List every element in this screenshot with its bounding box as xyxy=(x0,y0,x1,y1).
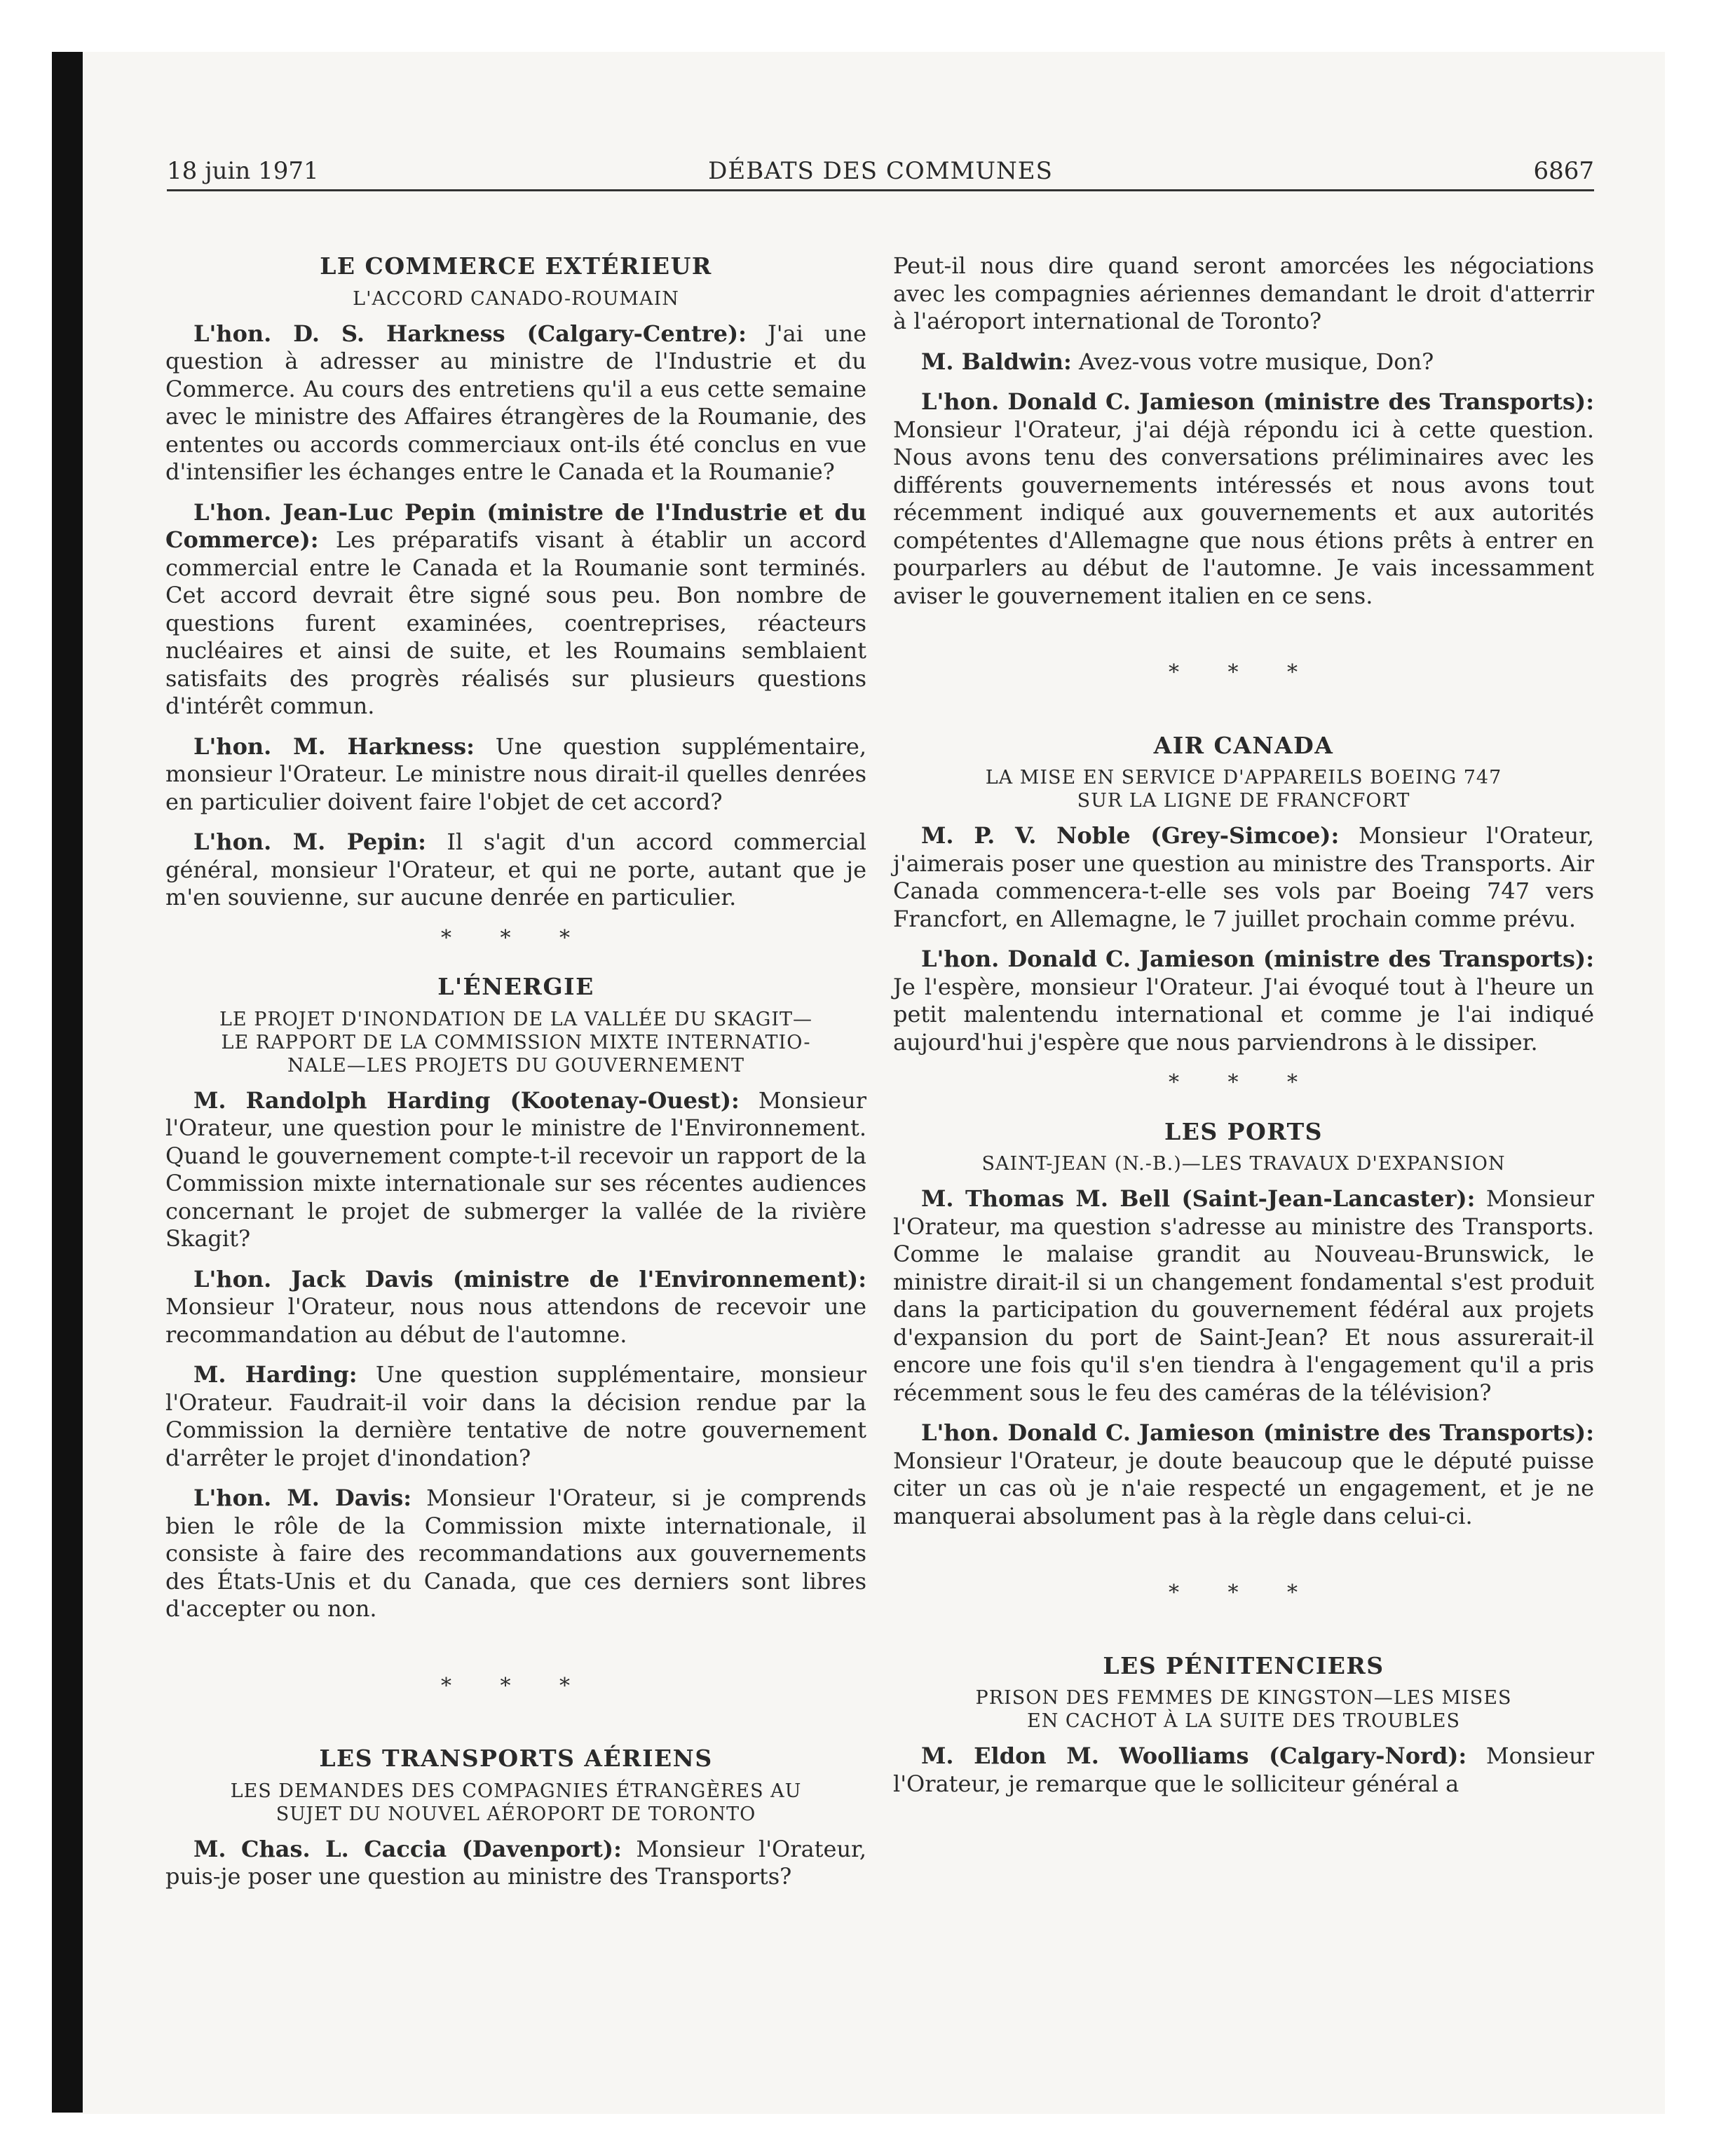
section-title-ports: LES PORTS xyxy=(1164,1117,1323,1145)
speech: Une question supplémentaire, monsieur l'Orateur. Le ministre nous dirait-il quelles denrées en particulier doivent faire l'objet de cet accord? xyxy=(165,732,866,815)
speaker: L'hon. Donald C. Jamieson (ministre des Transports): xyxy=(921,1419,1594,1446)
scan-binding-edge xyxy=(52,52,83,2113)
speaker: L'hon. M. Pepin: xyxy=(193,828,426,855)
speech: J'ai une question à adresser au ministre de l'Industrie et du Commerce. Au cours des entretiens qu'il a eus cette semaine avec le ministre des Affaires étrangères de la Roumanie, des ententes ou accords commerciaux ont-ils été conclus en vue d'intensifier les échanges entre le Canada et la Roumanie? xyxy=(165,320,866,485)
section-separator: * * * xyxy=(1168,1070,1319,1095)
speaker: L'hon. Donald C. Jamieson (ministre des Transports): xyxy=(921,388,1594,415)
speech: Monsieur l'Orateur, j'aimerais poser une question au ministre des Transports. Air Canada commencera-t-elle ses vols par Boeing 747 vers Francfort, en Allemagne, le 7 juillet prochain comme prévu. xyxy=(893,822,1594,932)
speaker: L'hon. Jack Davis (ministre de l'Environnement): xyxy=(193,1265,866,1292)
speech: Monsieur l'Orateur, nous nous attendons de recevoir une recommandation au début de l'automne. xyxy=(165,1293,866,1348)
speech: Une question supplémentaire, monsieur l'Orateur. Faudrait-il voir dans la décision rendue par la Commission la dernière tentative de notre gouvernement d'arrêter le projet d'inondation? xyxy=(165,1361,867,1471)
section-separator: * * * xyxy=(440,1673,592,1698)
paragraph xyxy=(165,1836,866,1891)
paragraph xyxy=(893,946,1594,1056)
speech: Monsieur l'Orateur, une question pour le ministre de l'Environnement. Quand le gouvernement compte-t-il recevoir un rapport de la Commission mixte internationale sur ses récentes audiences concernant le projet de submerger la vallée de la rivière Skagit? xyxy=(165,1086,867,1252)
subtitle-boeing-747: LA MISE EN SERVICE D'APPAREILS BOEING 747 SUR LA LIGNE DE FRANCFORT xyxy=(985,767,1502,812)
paragraph xyxy=(165,1361,866,1472)
section-title-air-canada: AIR CANADA xyxy=(1153,731,1334,759)
speech: Peut-il nous dire quand seront amorcées les négociations avec les compagnies aériennes demandant le droit d'atterrir à l'aéroport international de Toronto? xyxy=(893,252,1594,334)
paragraph xyxy=(165,733,866,817)
paragraph xyxy=(893,1742,1594,1798)
subtitle-skagit: LE PROJET D'INONDATION DE LA VALLÉE DU SKAGIT— LE RAPPORT DE LA COMMISSION MIXTE INTERNATIO- NALE—LES PROJETS DU GOUVERNEMENT xyxy=(219,1008,813,1077)
section-separator: * * * xyxy=(1168,660,1319,685)
right-column xyxy=(893,252,1594,1810)
paragraph xyxy=(893,348,1594,376)
paragraph xyxy=(893,1419,1594,1530)
paragraph xyxy=(165,828,866,912)
paragraph-continued xyxy=(893,252,1594,336)
section-title-transports-aeriens: LES TRANSPORTS AÉRIENS xyxy=(319,1745,713,1772)
speaker: L'hon. M. Davis: xyxy=(193,1485,412,1511)
speaker: L'hon. D. S. Harkness (Calgary-Centre): xyxy=(193,320,747,347)
paragraph xyxy=(893,1185,1594,1407)
speech: Monsieur l'Orateur, je doute beaucoup que le député puisse citer un cas où je n'aie respecté un engagement, et je ne manquerai absolument pas à la règle dans celui-ci. xyxy=(893,1447,1594,1529)
subtitle-saint-jean: SAINT-JEAN (N.-B.)—LES TRAVAUX D'EXPANSION xyxy=(981,1153,1506,1175)
speech: Il s'agit d'un accord commercial général, monsieur l'Orateur, et qui ne porte, autant que je m'en souvienne, sur aucune denrée en particulier. xyxy=(165,828,867,910)
header-title: DÉBATS DES COMMUNES xyxy=(708,157,1053,185)
speaker: M. P. V. Noble (Grey-Simcoe): xyxy=(921,822,1340,849)
speaker: M. Eldon M. Woolliams (Calgary-Nord): xyxy=(921,1742,1467,1769)
paragraph xyxy=(165,499,866,721)
page-number: 6867 xyxy=(1533,157,1594,185)
speaker: L'hon. Donald C. Jamieson (ministre des Transports): xyxy=(921,946,1594,972)
section-separator: * * * xyxy=(440,925,592,950)
speech: Je l'espère, monsieur l'Orateur. J'ai évoqué tout à l'heure un petit malentendu international et comme je l'ai indiqué aujourd'hui j'espère que nous parviendrons à le dissiper. xyxy=(893,973,1594,1056)
paragraph xyxy=(893,822,1594,933)
paragraph xyxy=(165,320,866,486)
paragraph xyxy=(893,388,1594,610)
paragraph xyxy=(165,1485,866,1623)
paragraph xyxy=(165,1087,866,1253)
header-date: 18 juin 1971 xyxy=(167,157,319,185)
speech: Monsieur l'Orateur, je remarque que le solliciteur général a xyxy=(893,1742,1595,1797)
speech: Monsieur l'Orateur, si je comprends bien le rôle de la Commission mixte internationale, il consiste à faire des recommandations aux gouvernements des États-Unis et du Canada, que ces derniers sont libres d'accepter ou non. xyxy=(165,1485,867,1622)
speaker: L'hon. M. Harkness: xyxy=(193,732,475,760)
speech: Monsieur l'Orateur, ma question s'adresse au ministre des Transports. Comme le malaise grandit au Nouveau-Brunswick, le ministre dirait-il si un changement fondamental s'est produit dans la participation du gouvernement fédéral aux projets d'expansion du port de Saint-Jean? Et nous assurerait-il encore une fois qu'il s'en tiendra à l'engagement qu'il a pris récemment sous le feu des caméras de la télévision? xyxy=(893,1185,1595,1406)
section-title-penitenciers: LES PÉNITENCIERS xyxy=(1103,1651,1384,1679)
speaker: M. Thomas M. Bell (Saint-Jean-Lancaster): xyxy=(921,1185,1476,1212)
running-header xyxy=(167,156,1594,191)
speaker: M. Chas. L. Caccia (Davenport): xyxy=(193,1835,622,1862)
subtitle-aeroport-toronto: LES DEMANDES DES COMPAGNIES ÉTRANGÈRES AU SUJET DU NOUVEL AÉROPORT DE TORONTO xyxy=(230,1780,802,1825)
left-column xyxy=(165,252,866,1904)
scan-margin-right xyxy=(1665,0,1735,2156)
subtitle-prison-kingston: PRISON DES FEMMES DE KINGSTON—LES MISES EN CACHOT À LA SUITE DES TROUBLES xyxy=(975,1687,1512,1732)
speech: Monsieur l'Orateur, j'ai déjà répondu ici à cette question. Nous avons tenu des conversations préliminaires avec les différents gouvernements intéressés et nous avons tout récemment indiqué aux gouvernements et aux autorités compétentes d'Allemagne que nous étions prêts à entrer en pourparlers au début de l'automne. Je vais incessamment aviser le gouvernement italien en ce sens. xyxy=(893,416,1594,609)
section-separator: * * * xyxy=(1168,1581,1319,1605)
speaker: M. Harding: xyxy=(193,1361,358,1388)
speech: Monsieur l'Orateur, puis-je poser une question au ministre des Transports? xyxy=(165,1835,867,1890)
speaker: M. Randolph Harding (Kootenay-Ouest): xyxy=(193,1086,740,1114)
subtitle-accord: L'ACCORD CANADO-ROUMAIN xyxy=(353,287,679,310)
paragraph xyxy=(165,1266,866,1349)
scan-margin-left xyxy=(0,0,52,2156)
section-title-energie: L'ÉNERGIE xyxy=(437,973,594,1000)
scan-margin-top xyxy=(0,0,1735,52)
speaker: L'hon. Jean-Luc Pepin (ministre de l'Industrie et du Commerce): xyxy=(165,498,866,553)
section-title-commerce: LE COMMERCE EXTÉRIEUR xyxy=(320,252,712,280)
speech: Avez-vous votre musique, Don? xyxy=(1071,348,1434,375)
speech: Les préparatifs visant à établir un accord commercial entre le Canada et la Roumanie sont terminés. Cet accord devrait être signé sous peu. Bon nombre de questions furent examinées, coentreprises, réacteurs nucléaires et ainsi de suite, et les Roumains semblaient satisfaits des progrès réalisés sur plusieurs questions d'intérêt commun. xyxy=(165,526,866,719)
speaker: M. Baldwin: xyxy=(921,348,1072,375)
scan-margin-bottom xyxy=(0,2114,1735,2156)
